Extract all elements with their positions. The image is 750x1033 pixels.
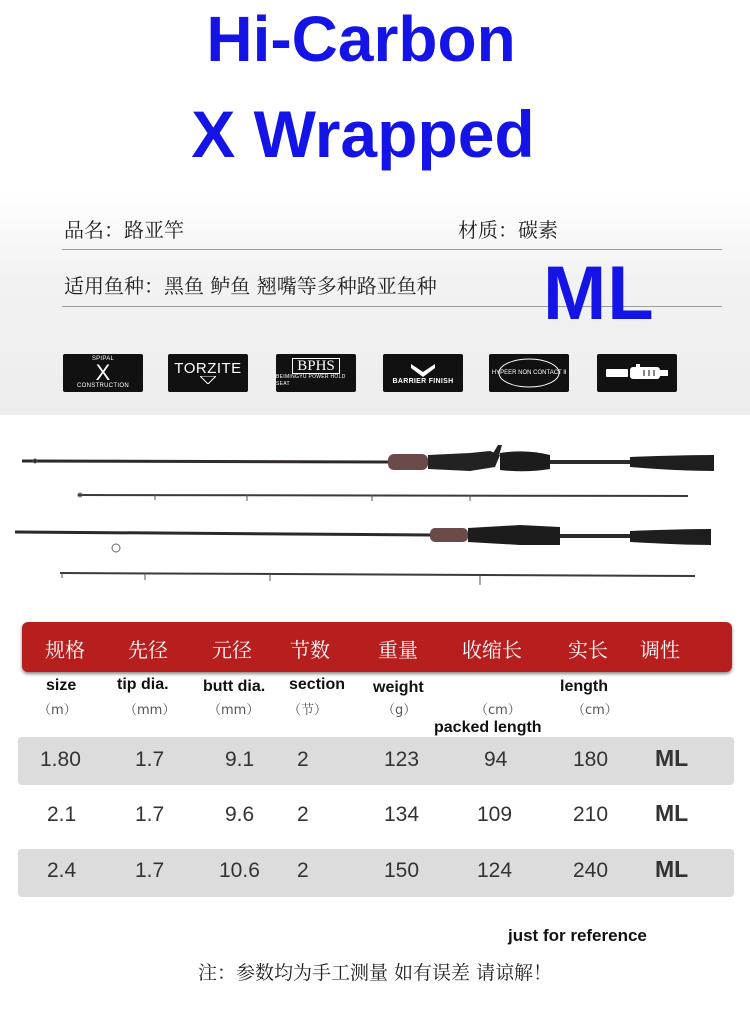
unit-butt-dia: （mm） — [208, 703, 260, 718]
table-cell-length: 210 — [573, 803, 609, 826]
header-size: 规格 — [45, 638, 85, 662]
badge-main-label: X — [95, 360, 111, 385]
reel-seat-shape — [604, 361, 670, 385]
table-cell-size: 1.80 — [40, 748, 81, 771]
table-cell-action: ML — [655, 856, 689, 882]
header-section: 节数 — [290, 638, 330, 662]
badge-main-label: BPHS — [292, 358, 340, 374]
label-butt-dia-en: butt dia. — [203, 678, 266, 695]
fishing-rods-illustration — [0, 415, 750, 615]
badge-top-label: SPIPAL — [91, 356, 115, 362]
label-section-en: section — [289, 676, 346, 693]
table-cell-weight: 134 — [384, 803, 420, 826]
badge-main-label: HYPEER NON CONTACT Ⅱ — [491, 370, 567, 376]
barrier-finish-icon — [383, 354, 463, 392]
spiral-x-icon — [63, 354, 143, 392]
reference-note: just for reference — [508, 926, 647, 945]
table-cell-butt-dia: 9.1 — [225, 748, 255, 771]
hyper-non-contact-icon — [489, 354, 569, 392]
table-row-background — [18, 849, 734, 897]
header-packed-length: 收缩长 — [462, 638, 522, 662]
product-material: 材质：碳素 — [458, 218, 558, 242]
table-cell-butt-dia: 10.6 — [219, 859, 260, 882]
rod-2-tip-section — [60, 573, 695, 585]
rod-2-butt-section — [15, 525, 711, 552]
header-length: 实长 — [568, 638, 608, 662]
label-packed-length-en: packed length — [434, 719, 542, 736]
table-cell-weight: 150 — [384, 859, 420, 882]
torzite-mark — [200, 376, 216, 384]
header-weight: 重量 — [378, 638, 418, 662]
table-cell-section: 2 — [297, 803, 309, 826]
barrier-shield-mark — [409, 362, 437, 378]
badge-sub-label: BEIMINGYU POWER HOLD SEAT — [276, 374, 346, 387]
label-weight-en: weight — [373, 679, 424, 696]
bphs-icon — [276, 354, 356, 392]
table-cell-section: 2 — [297, 859, 309, 882]
header-action: 调性 — [640, 638, 680, 662]
badge-main-label: TORZITE — [174, 360, 242, 377]
badge-sub-label: CONSTRUCTION — [77, 383, 129, 389]
table-cell-tip-dia: 1.7 — [135, 803, 165, 826]
unit-section: （节） — [288, 703, 328, 718]
table-cell-size: 2.4 — [47, 859, 77, 882]
unit-size: （m） — [38, 703, 77, 718]
label-length-en: length — [560, 678, 608, 695]
table-cell-action: ML — [655, 745, 689, 771]
header-butt-dia: 元径 — [212, 638, 252, 662]
unit-length: （cm） — [572, 703, 618, 718]
label-tip-dia-en: tip dia. — [117, 676, 169, 693]
table-cell-packed-length: 94 — [484, 748, 508, 771]
title-line-2: X Wrapped — [191, 97, 535, 171]
unit-weight: （g） — [382, 703, 417, 718]
table-cell-size: 2.1 — [47, 803, 77, 826]
table-cell-tip-dia: 1.7 — [135, 859, 165, 882]
header-tip-dia: 先径 — [128, 638, 168, 662]
table-cell-section: 2 — [297, 748, 309, 771]
rod-1-tip-section — [78, 493, 688, 501]
torzite-icon — [168, 354, 248, 392]
unit-tip-dia: （mm） — [124, 703, 176, 718]
target-fish: 适用鱼种：黑鱼 鲈鱼 翘嘴等多种路亚鱼种 — [64, 274, 437, 298]
unit-packed-length: （cm） — [475, 703, 521, 718]
table-cell-packed-length: 124 — [477, 859, 513, 882]
table-cell-length: 240 — [573, 859, 609, 882]
table-cell-butt-dia: 9.6 — [225, 803, 255, 826]
badge-sub-label: BARRIER FINISH — [392, 377, 454, 385]
table-cell-packed-length: 109 — [477, 803, 513, 826]
table-cell-weight: 123 — [384, 748, 420, 771]
rod-1-butt-section — [22, 445, 714, 471]
title-line-1: Hi-Carbon — [206, 3, 516, 75]
label-size-en: size — [46, 677, 77, 694]
table-cell-tip-dia: 1.7 — [135, 748, 165, 771]
table-row-background — [18, 737, 734, 785]
table-cell-action: ML — [655, 800, 689, 826]
reel-seat-icon — [597, 354, 677, 392]
power-rating-badge: ML — [543, 251, 655, 336]
table-cell-length: 180 — [573, 748, 609, 771]
footer-note: 注：参数均为手工测量 如有误差 请谅解！ — [197, 962, 553, 984]
product-name: 品名：路亚竿 — [64, 218, 184, 242]
